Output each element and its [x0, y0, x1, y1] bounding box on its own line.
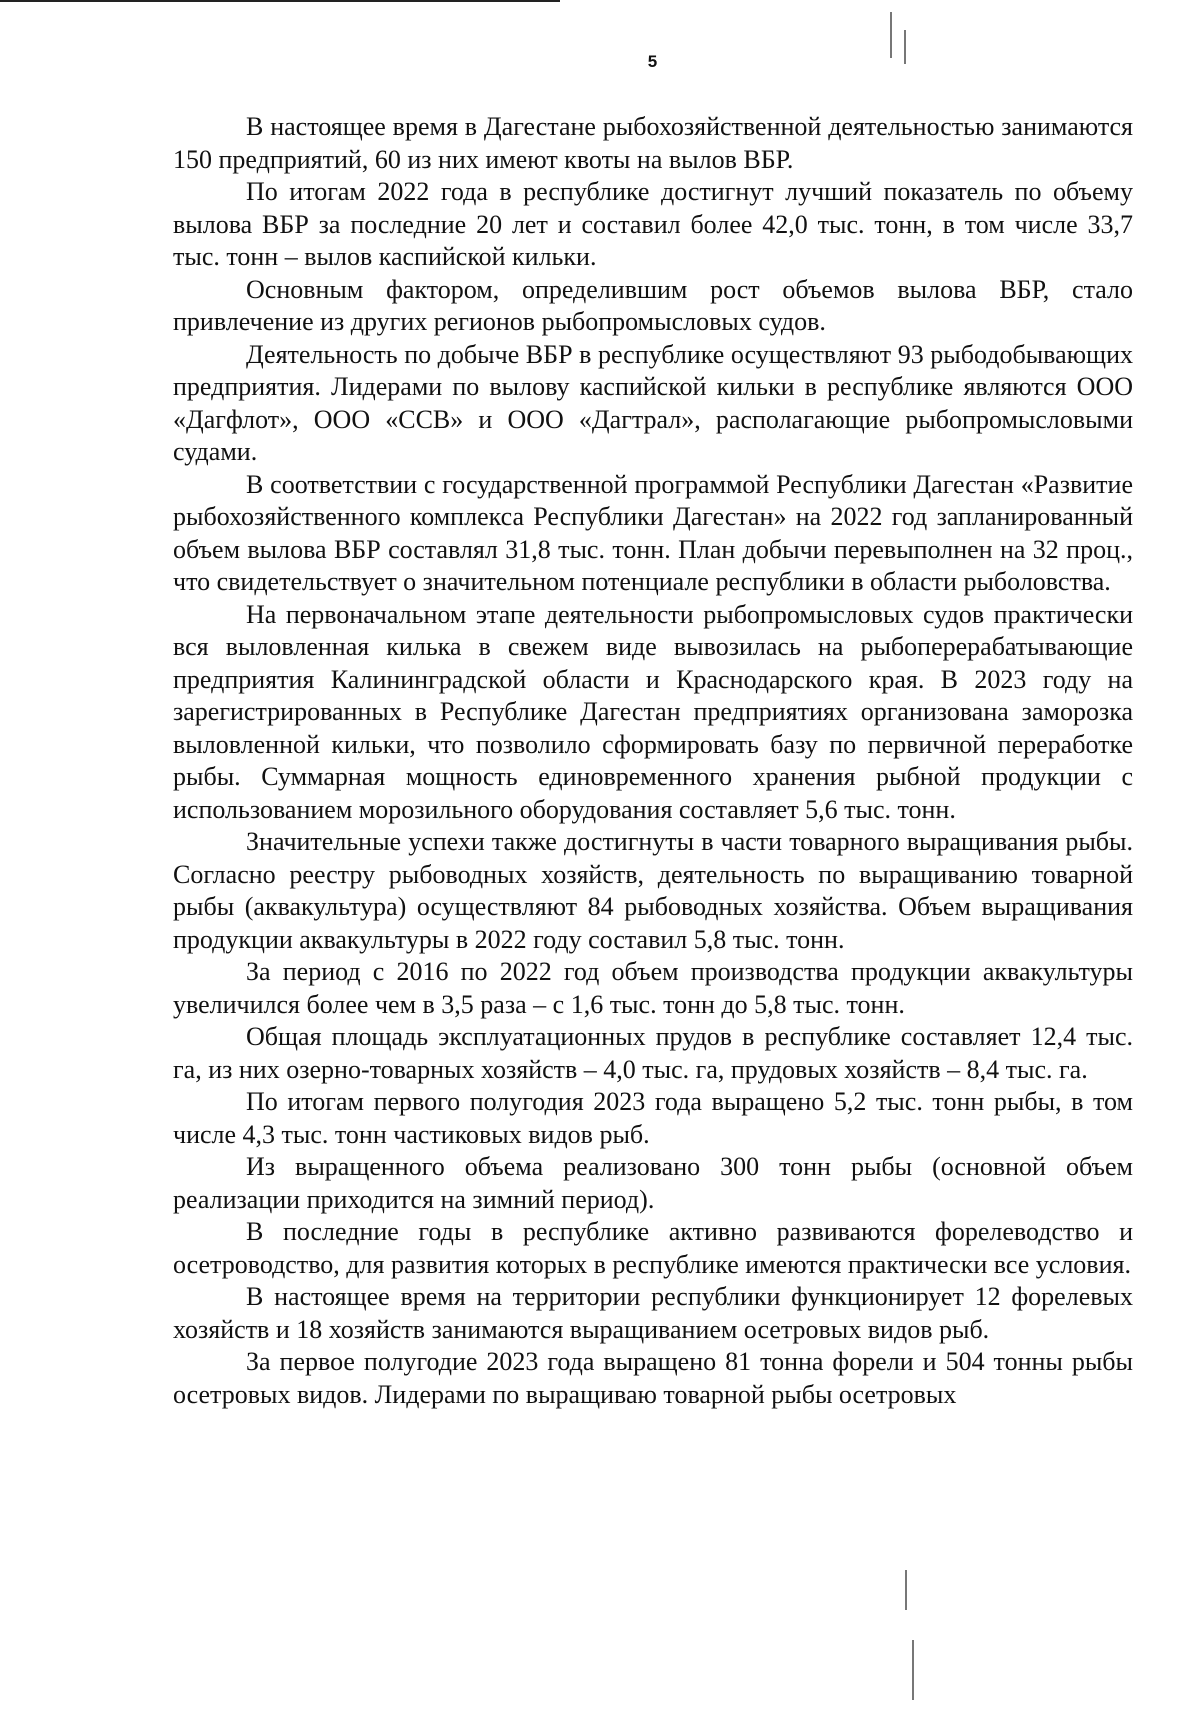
- top-rule: [0, 0, 560, 2]
- paragraph: Из выращенного объема реализовано 300 тонн рыбы (основной объем реализации приходится на зимний период).: [173, 1152, 1133, 1214]
- paragraph: В настоящее время в Дагестане рыбохозяйственной деятельностью занимаются 150 предприятий, 60 из них имеют квоты на вылов ВБР.: [173, 112, 1133, 174]
- paragraph: Значительные успехи также достигнуты в части товарного выращивания рыбы. Согласно реестру рыбоводных хозяйств, деятельность по выращиванию товарной рыбы (аквакультура) осуществляют 84 рыбоводных хозяйства. Объем выращивания продукции аквакультуры в 2022 году составил 5,8 тыс. тонн.: [173, 827, 1133, 954]
- paragraph: В последние годы в республике активно развиваются форелеводство и осетроводство, для развития которых в республике имеются практически все условия.: [173, 1217, 1133, 1279]
- page-number: 5: [647, 52, 658, 71]
- paragraph: Общая площадь эксплуатационных прудов в республике составляет 12,4 тыс. га, из них озерно-товарных хозяйств – 4,0 тыс. га, прудовых хозяйств – 8,4 тыс. га.: [173, 1022, 1133, 1084]
- paragraph: По итогам 2022 года в республике достигнут лучший показатель по объему вылова ВБР за последние 20 лет и составил более 42,0 тыс. тонн, в том числе 33,7 тыс. тонн – вылов каспийской кильки.: [173, 177, 1133, 271]
- scan-mark: [912, 1640, 914, 1700]
- paragraph: За первое полугодие 2023 года выращено 81 тонна форели и 504 тонны рыбы осетровых видов. Лидерами по выращиваю товарной рыбы осетровых: [173, 1347, 1133, 1409]
- paragraph: За период с 2016 по 2022 год объем производства продукции аквакультуры увеличился более чем в 3,5 раза – с 1,6 тыс. тонн до 5,8 тыс. тонн.: [173, 957, 1133, 1019]
- paragraph: В настоящее время на территории республики функционирует 12 форелевых хозяйств и 18 хозяйств занимаются выращиванием осетровых видов рыб.: [173, 1282, 1133, 1344]
- document-body: [173, 111, 1133, 1411]
- paragraph: Деятельность по добыче ВБР в республике осуществляют 93 рыбодобывающих предприятия. Лидерами по вылову каспийской кильки в республике являются ООО «Дагфлот», ООО «ССВ» и ООО «Дагтрал», располагающие рыбопромысловыми судами.: [173, 339, 1133, 466]
- paragraph: По итогам первого полугодия 2023 года выращено 5,2 тыс. тонн рыбы, в том числе 4,3 тыс. тонн частиковых видов рыб.: [173, 1087, 1133, 1149]
- paragraph: В соответствии с государственной программой Республики Дагестан «Развитие рыбохозяйственного комплекса Республики Дагестан» на 2022 год запланированный объем вылова ВБР составлял 31,8 тыс. тонн. План добычи перевыполнен на 32 проц., что свидетельствует о значительном потенциале республики в области рыболовства.: [173, 469, 1133, 596]
- paragraph: Основным фактором, определившим рост объемов вылова ВБР, стало привлечение из других регионов рыбопромысловых судов.: [173, 274, 1133, 336]
- paragraph: На первоначальном этапе деятельности рыбопромысловых судов практически вся выловленная килька в свежем виде вывозилась на рыбоперерабатывающие предприятия Калининградской области и Краснодарского края. В 2023 году на зарегистрированных в Республике Дагестан предприятиях организована заморозка выловленной кильки, что позволило сформировать базу по первичной переработке рыбы. Суммарная мощность единовременного хранения рыбной продукции с использованием морозильного оборудования составляет 5,6 тыс. тонн.: [173, 599, 1133, 824]
- scan-mark: [905, 1570, 907, 1610]
